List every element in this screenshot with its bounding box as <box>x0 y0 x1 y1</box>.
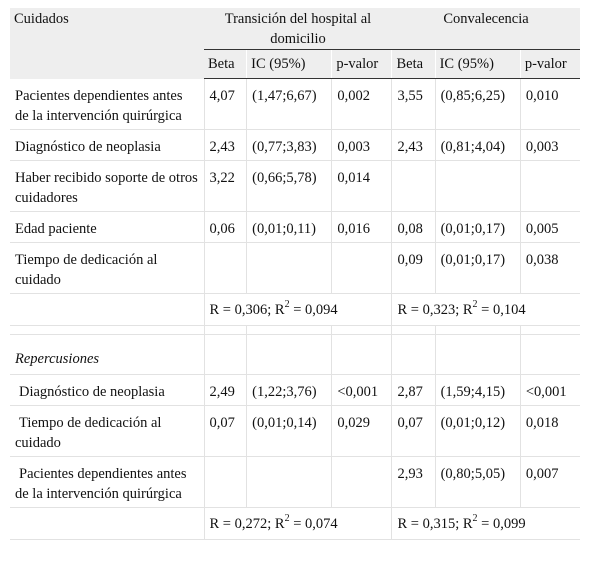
header-group-convalecencia: Convalecencia <box>392 8 580 50</box>
cell-beta: 4,07 <box>204 79 247 130</box>
cell-beta <box>204 456 247 507</box>
cell-ic: (0,77;3,83) <box>247 129 332 160</box>
header-group-transicion: Transición del hospital al domicilio <box>204 8 392 50</box>
cell-p: <0,001 <box>332 374 392 405</box>
spacer-row <box>10 325 580 334</box>
summary-r: R = 0,315; R <box>397 515 473 532</box>
summary-empty-cell <box>10 507 204 539</box>
cell-ic: (0,85;6,25) <box>435 79 520 130</box>
cell-ic: (1,22;3,76) <box>247 374 332 405</box>
superscript-2: 2 <box>284 512 290 524</box>
cell-beta: 0,07 <box>392 405 435 456</box>
summary-transicion <box>204 507 392 539</box>
cell-ic: (0,01;0,14) <box>247 405 332 456</box>
table-row <box>10 242 580 293</box>
table-row <box>10 211 580 242</box>
header-ic-2: IC (95%) <box>435 50 520 79</box>
cell-p: 0,007 <box>520 456 580 507</box>
cell-beta: 0,07 <box>204 405 247 456</box>
cell-ic: (1,59;4,15) <box>435 374 520 405</box>
cell-beta: 3,22 <box>204 160 247 211</box>
summary-empty-cell <box>10 293 204 325</box>
cell-beta: 0,09 <box>392 242 435 293</box>
cell-ic: (0,01;0,11) <box>247 211 332 242</box>
superscript-2: 2 <box>284 298 290 310</box>
header-p-1: p-valor <box>332 50 392 79</box>
table-row <box>10 374 580 405</box>
cell-p: <0,001 <box>520 374 580 405</box>
cell-p: 0,014 <box>332 160 392 211</box>
cell-ic: (0,66;5,78) <box>247 160 332 211</box>
header-row-groups <box>10 8 580 50</box>
cell-beta: 2,93 <box>392 456 435 507</box>
cell-p <box>520 160 580 211</box>
summary-r2: = 0,074 <box>289 515 338 532</box>
cell-p: 0,016 <box>332 211 392 242</box>
cell-beta: 3,55 <box>392 79 435 130</box>
cell-beta: 2,49 <box>204 374 247 405</box>
cell-p: 0,018 <box>520 405 580 456</box>
cell-ic <box>247 456 332 507</box>
table-row <box>10 160 580 211</box>
row-label: Diagnóstico de neoplasia <box>10 374 204 405</box>
header-beta-1: Beta <box>204 50 247 79</box>
cell-ic: (0,01;0,17) <box>435 211 520 242</box>
cell-beta <box>392 160 435 211</box>
results-table <box>10 8 580 540</box>
header-p-2: p-valor <box>520 50 580 79</box>
cell-beta <box>204 242 247 293</box>
table-row <box>10 456 580 507</box>
cell-ic: (0,01;0,17) <box>435 242 520 293</box>
section-title-repercusiones: Repercusiones <box>10 334 204 374</box>
cell-ic <box>247 242 332 293</box>
cell-beta: 2,87 <box>392 374 435 405</box>
cell-ic: (1,47;6,67) <box>247 79 332 130</box>
header-beta-2: Beta <box>392 50 435 79</box>
summary-r2: = 0,099 <box>477 515 526 532</box>
header-ic-1: IC (95%) <box>247 50 332 79</box>
section-header-row <box>10 334 580 374</box>
summary-r: R = 0,306; R <box>209 301 285 318</box>
summary-row <box>10 293 580 325</box>
cell-p: 0,005 <box>520 211 580 242</box>
row-label: Tiempo de dedicación al cuidado <box>10 405 204 456</box>
cell-ic: (0,81;4,04) <box>435 129 520 160</box>
cell-p: 0,002 <box>332 79 392 130</box>
cell-p: 0,029 <box>332 405 392 456</box>
cell-p: 0,038 <box>520 242 580 293</box>
cell-p <box>332 242 392 293</box>
table-row <box>10 129 580 160</box>
row-label: Tiempo de dedicación al cuidado <box>10 242 204 293</box>
cell-ic: (0,80;5,05) <box>435 456 520 507</box>
superscript-2: 2 <box>472 298 478 310</box>
superscript-2: 2 <box>472 512 478 524</box>
summary-r2: = 0,104 <box>477 301 526 318</box>
summary-convalecencia <box>392 293 580 325</box>
cell-ic <box>435 160 520 211</box>
summary-r: R = 0,272; R <box>209 515 285 532</box>
row-label: Diagnóstico de neoplasia <box>10 129 204 160</box>
cell-beta: 2,43 <box>204 129 247 160</box>
cell-p: 0,003 <box>520 129 580 160</box>
cell-p <box>332 456 392 507</box>
table-row <box>10 405 580 456</box>
summary-row <box>10 507 580 539</box>
cell-beta: 0,06 <box>204 211 247 242</box>
cell-beta: 0,08 <box>392 211 435 242</box>
header-cuidados: Cuidados <box>10 8 204 79</box>
summary-convalecencia <box>392 507 580 539</box>
row-label: Pacientes dependientes antes de la intervención quirúrgica <box>10 79 204 130</box>
table-row <box>10 79 580 130</box>
row-label: Edad paciente <box>10 211 204 242</box>
cell-p: 0,003 <box>332 129 392 160</box>
row-label: Pacientes dependientes antes de la intervención quirúrgica <box>10 456 204 507</box>
summary-transicion <box>204 293 392 325</box>
cell-ic: (0,01;0,12) <box>435 405 520 456</box>
summary-r2: = 0,094 <box>289 301 338 318</box>
cell-beta: 2,43 <box>392 129 435 160</box>
row-label: Haber recibido soporte de otros cuidadores <box>10 160 204 211</box>
cell-p: 0,010 <box>520 79 580 130</box>
summary-r: R = 0,323; R <box>397 301 473 318</box>
